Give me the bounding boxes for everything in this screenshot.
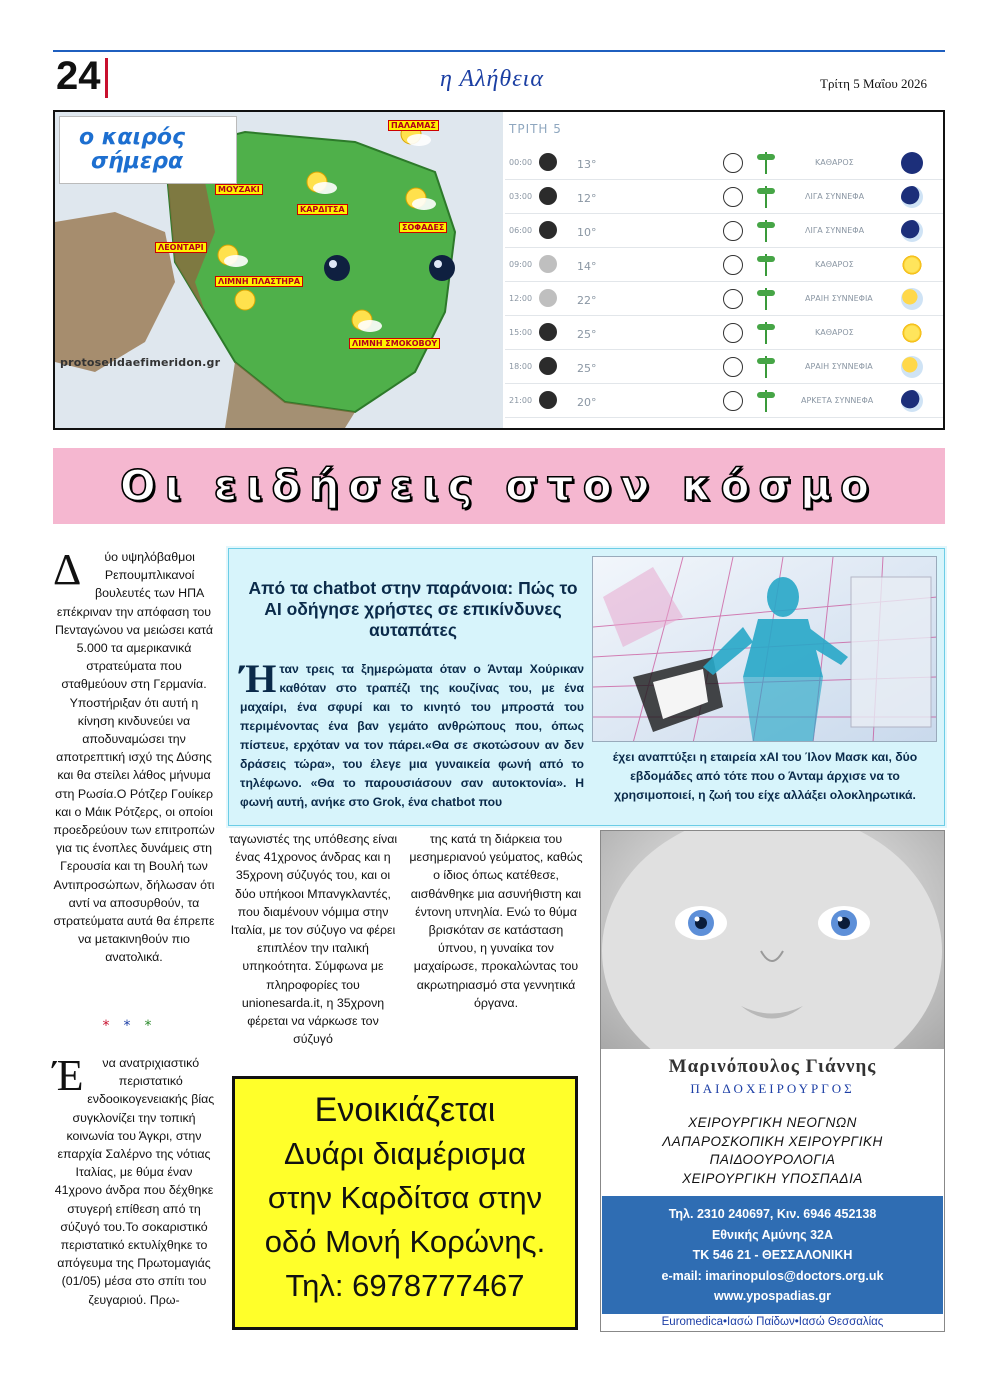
weather-title	[79, 126, 185, 174]
masthead-logo: η Αλήθεια	[440, 66, 544, 92]
forecast-time: 21:00	[509, 396, 533, 405]
map-label-smokovo: ΛΙΜΝΗ ΣΜΟΚΟΒΟΥ	[349, 338, 440, 349]
wind-arrow-icon	[723, 289, 743, 309]
forecast-row	[505, 248, 943, 282]
clock-icon	[539, 357, 557, 375]
doctor-phones: Τηλ. 2310 240697, Κιν. 6946 452138	[668, 1207, 877, 1221]
rent-ad-phone: Τηλ: 6978777467	[285, 1268, 525, 1303]
issue-date: Τρίτη 5 Μαΐου 2026	[820, 76, 928, 91]
wind-arrow-icon	[723, 153, 743, 173]
feature-continuation: έχει αναπτύξει η εταιρεία xAI του Ίλον Μασκ και, δύο εβδομάδες από τότε που ο Άνταμ άρχισε να το χρησιμοποιεί, η ζωή του είχε αλλάξει ολοκληρωτικά.	[612, 750, 918, 802]
forecast-time: 15:00	[509, 328, 533, 337]
forecast-temp: 25°	[577, 362, 597, 375]
specialty: ΛΑΠΑΡΟΣΚΟΠΙΚΗ ΧΕΙΡΟΥΡΓΙΚΗ	[662, 1133, 883, 1149]
feature-headline: Από τα chatbot στην παράνοια: Πώς το AI οδήγησε χρήστες σε επικίνδυνες αυταπάτες	[248, 578, 578, 640]
clock-icon	[539, 221, 557, 239]
map-label-sofades: ΣΟΦΑΔΕΣ	[399, 222, 447, 233]
doctor-email: e-mail: imarinopulos@doctors.org.uk	[661, 1268, 884, 1283]
wind-turbine-icon	[763, 220, 769, 242]
wind-arrow-icon	[723, 221, 743, 241]
rent-ad-line: Δυάρι διαμέρισμα	[284, 1136, 526, 1171]
dropcap: Δ	[53, 545, 82, 594]
header-rule	[53, 50, 945, 52]
forecast-row	[505, 384, 943, 418]
wind-turbine-icon	[763, 390, 769, 412]
wind-turbine-icon	[763, 322, 769, 344]
forecast-time: 00:00	[509, 158, 533, 167]
forecast-temp: 25°	[577, 328, 597, 341]
forecast-temp: 20°	[577, 396, 597, 409]
forecast-temp: 22°	[577, 294, 597, 307]
weather-title-line2: σήμερα	[91, 149, 184, 174]
page-number-divider	[105, 58, 108, 98]
wind-turbine-icon	[763, 356, 769, 378]
sun-cloud-icon	[901, 288, 923, 310]
forecast-row	[505, 282, 943, 316]
sun-icon	[901, 322, 923, 344]
wind-arrow-icon	[723, 357, 743, 377]
doctor-address: Εθνικής Αμύνης 32Α	[711, 1227, 834, 1242]
article-italy	[53, 1051, 215, 1309]
doctor-name: Μαρινόπουλος Γιάννης	[668, 1056, 877, 1077]
forecast-time: 18:00	[509, 362, 533, 371]
map-label-mouzaki: ΜΟΥΖΑΚΙ	[215, 184, 263, 195]
doctor-website: www.ypospadias.gr	[714, 1289, 831, 1303]
forecast-temp: 12°	[577, 192, 597, 205]
forecast-desc: ΑΡΚΕΤΑ ΣΥΝΝΕΦΑ	[801, 396, 874, 405]
sun-cloud-icon	[901, 356, 923, 378]
weather-title-line1: ο καιρός	[79, 125, 185, 150]
moon-icon	[901, 152, 923, 174]
wind-turbine-icon	[763, 152, 769, 174]
forecast-time: 12:00	[509, 294, 533, 303]
article-italy-cont-2: της κατά τη διάρκεια του μεσημεριανού γεύματος, καθώς ο ίδιος όπως κατέθεσε, αισθάνθηκε μια ασυνήθιστη και έντονη υπνηλία. Ενώ το θύμα βρισκόταν σε κατάσταση ύπνου, η γυναίκα τον μαχαίρωσε, προκαλώντας του ακρωτηριασμό στα γεννητικά όργανα.	[409, 832, 583, 1010]
wind-arrow-icon	[723, 391, 743, 411]
moon-cloud-icon	[901, 390, 923, 412]
clock-icon	[539, 255, 557, 273]
baby-photo	[601, 831, 944, 1049]
section-title: Οι ειδήσεις στον κόσμο	[120, 461, 878, 510]
forecast-desc: ΑΡΑΙΗ ΣΥΝΝΕΦΙΑ	[805, 294, 873, 303]
separator: ***	[102, 1018, 166, 1034]
clock-icon	[539, 391, 557, 409]
forecast-desc: ΚΑΘΑΡΟΣ	[815, 328, 854, 337]
article-italy-cont-1: ταγωνιστές της υπόθεσης είναι ένας 41χρονος άνδρας και η 35χρονη σύζυγός του, και οι δύο υπήκοοι Μπανγκλαντές, που διαμένουν νόμιμα στην Ιταλία, με τον σύζυγο να φέρει επιπλέον την ιταλική υπηκοότητα. Σύμφωνα με πληροφορίες του unionesarda.it, η 35χρονη φέρεται να νάρκωσε τον σύζυγό	[228, 832, 398, 1047]
forecast-row	[505, 316, 943, 350]
forecast-row	[505, 180, 943, 214]
feature-image	[592, 556, 937, 742]
rent-ad-text	[232, 1088, 578, 1308]
map-label-karditsa: ΚΑΡΔΙΤΣΑ	[297, 204, 348, 215]
forecast-desc: ΚΑΘΑΡΟΣ	[815, 260, 854, 269]
forecast-desc: ΑΡΑΙΗ ΣΥΝΝΕΦΙΑ	[805, 362, 873, 371]
weather-forecast-table	[505, 112, 943, 428]
clock-icon	[539, 153, 557, 171]
clock-icon	[539, 323, 557, 341]
forecast-temp: 13°	[577, 158, 597, 171]
article-text: να ανατριχιαστικό περιστατικό ενδοοικογενειακής βίας συγκλονίζει την τοπική κοινωνία του Άγκρι, στην επαρχία Σαλέρνο της νότιας Ιταλίας, με θύμα έναν 41χρονο άνδρα που δέχθηκε στυγερή επίθεση από τη σύζυγό του.Το σοκαριστικό περιστατικό εκτυλίχθηκε το απόγευμα της Πρωτομαγιάς (01/05) μέσα στο σπίτι του ζευγαριού. Πρω-	[54, 1056, 215, 1307]
map-label-palamas: ΠΑΛΑΜΑΣ	[388, 120, 439, 131]
clock-icon	[539, 289, 557, 307]
wind-arrow-icon	[723, 187, 743, 207]
forecast-time: 09:00	[509, 260, 533, 269]
wind-turbine-icon	[763, 186, 769, 208]
rent-ad-line: οδό Μονή Κορώνης.	[264, 1224, 546, 1259]
watermark: protoselidaefimeridon.gr	[60, 356, 221, 369]
weather-map	[55, 112, 503, 428]
page-number: 24	[56, 54, 101, 98]
map-label-plastiras: ΛΙΜΝΗ ΠΛΑΣΤΗΡΑ	[215, 276, 303, 287]
feature-body	[240, 656, 584, 812]
doctor-specialties	[600, 1114, 945, 1188]
baby-face-illustration	[601, 831, 944, 1049]
forecast-desc: ΚΑΘΑΡΟΣ	[815, 158, 854, 167]
forecast-desc: ΛΙΓΑ ΣΥΝΝΕΦΑ	[805, 226, 865, 235]
article-troops	[53, 545, 215, 967]
forecast-temp: 14°	[577, 260, 597, 273]
map-label-leontari: ΛΕΟΝΤΑΡΙ	[155, 242, 207, 253]
forecast-time: 06:00	[509, 226, 533, 235]
forecast-row	[505, 214, 943, 248]
ai-figure-illustration	[593, 557, 937, 742]
doctor-footer: Euromedica•Ιασώ Παίδων•Ιασώ Θεσσαλίας	[661, 1316, 884, 1328]
sun-icon	[901, 254, 923, 276]
doctor-contact	[602, 1196, 943, 1314]
weather-panel	[53, 110, 945, 430]
wind-turbine-icon	[763, 254, 769, 276]
doctor-title: ΠΑΙΔΟΧΕΙΡΟΥΡΓΟΣ	[690, 1081, 855, 1096]
wind-turbine-icon	[763, 288, 769, 310]
rent-ad-line: στην Καρδίτσα στην	[267, 1180, 543, 1215]
forecast-row	[505, 146, 943, 180]
forecast-desc: ΛΙΓΑ ΣΥΝΝΕΦΑ	[805, 192, 865, 201]
forecast-time: 03:00	[509, 192, 533, 201]
dropcap: Ή	[240, 656, 277, 701]
wind-arrow-icon	[723, 255, 743, 275]
dropcap: Έ	[53, 1051, 84, 1100]
wind-arrow-icon	[723, 323, 743, 343]
article-text: ύο υψηλόβαθμοι Ρεπουμπλικανοί βουλευτές των ΗΠΑ επέκριναν την απόφαση του Πενταγώνου να μειώσει κατά 5.000 τα αμερικανικά στρατεύματα που σταθμεύουν στη Γερμανία. Υποστήριξαν ότι αυτή η κίνηση κινδυνεύει να αποδυναμώσει την αποτρεπτική ισχύ της Δύσης και θα στείλει λάθος μήνυμα στη Ρωσία.Ο Ρότζερ Γουίκερ και ο Μάικ Ρότζερς, οι οποίοι προεδρεύουν των επιτροπών για τις ένοπλες δυνάμεις στη Γερουσία και τη Βουλή των Αντιπροσώπων, δήλωσαν ότι αντί να αποσυρθούν, τα στρατεύματα αυτά θα έπρεπε να μετακινηθούν πιο ανατολικά.	[53, 550, 215, 965]
forecast-row	[505, 350, 943, 384]
doctor-city: ΤΚ 546 21 - ΘΕΣΣΑΛΟΝΙΚΗ	[692, 1248, 853, 1262]
moon-cloud-icon	[901, 186, 923, 208]
specialty: ΠΑΙΔΟΟΥΡΟΛΟΓΙΑ	[709, 1152, 836, 1167]
clock-icon	[539, 187, 557, 205]
specialty: ΧΕΙΡΟΥΡΓΙΚΗ ΥΠΟΣΠΑΔΙΑ	[682, 1170, 863, 1186]
forecast-day: ΤΡΙΤΗ 5	[509, 122, 562, 136]
rent-ad-title: Ενοικιάζεται	[314, 1091, 496, 1129]
moon-cloud-icon	[901, 220, 923, 242]
specialty: ΧΕΙΡΟΥΡΓΙΚΗ ΝΕΟΓΝΩΝ	[688, 1115, 857, 1130]
feature-text: ταν τρεις τα ξημερώματα όταν ο Άνταμ Χούρικαν καθόταν στο τραπέζι της κουζίνας του, με ένα μαχαίρι, ένα σφυρί και το κινητό του μπροστά του περιμένοντας ένα βαν γεμάτο ανθρώπους που, όπως πίστευε, ερχόταν να τον πάρει.«Θα σε σκοτώσουν αν δεν δράσεις τώρα», του έλεγε μια γυναικεία φωνή από το τηλέφωνο. «Θα το παρουσιάσουν σαν αυτοκτονία». Η φωνή αυτή, ανήκε στο Grok, ένα chatbot που	[240, 662, 584, 809]
forecast-temp: 10°	[577, 226, 597, 239]
